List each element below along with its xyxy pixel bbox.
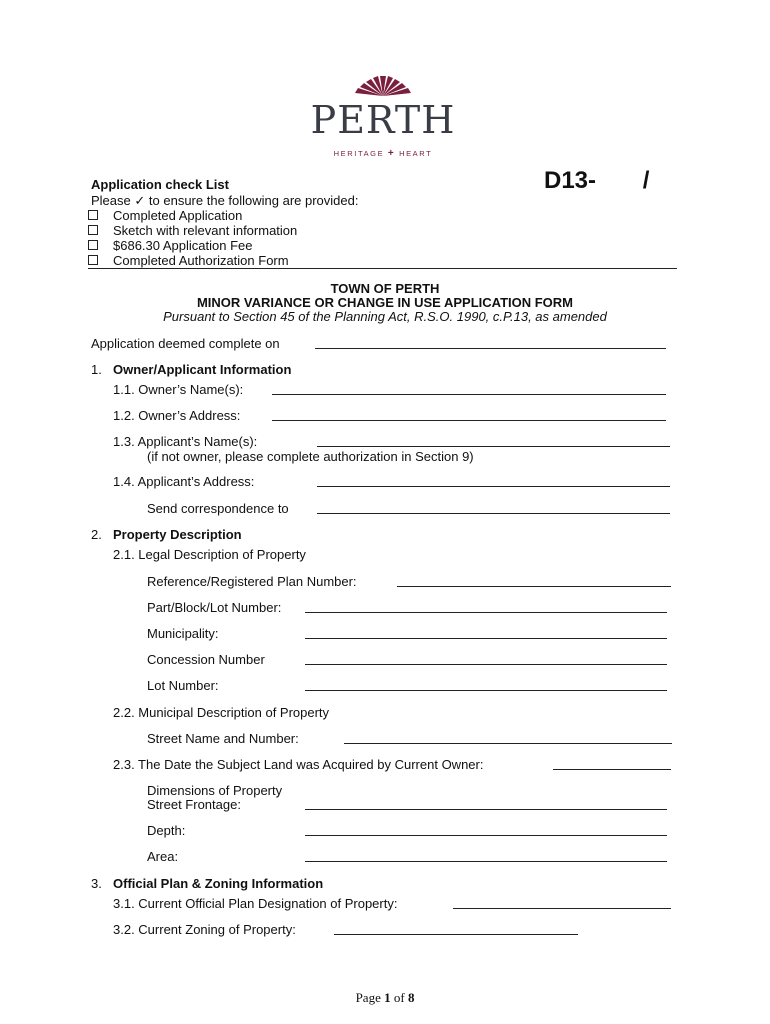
section-2-number: 2.	[91, 527, 102, 542]
instruction-pre: Please	[91, 193, 131, 208]
checklist-title: Application check List	[91, 177, 229, 192]
logo-wordmark: PERTH	[310, 98, 456, 142]
applicants-name-field[interactable]	[317, 446, 670, 447]
checklist-instruction	[91, 193, 358, 209]
checkbox-completed-application[interactable]	[88, 210, 98, 220]
send-correspondence-field[interactable]	[317, 513, 670, 514]
checkbox-sketch[interactable]	[88, 225, 98, 235]
area-label: Area:	[147, 849, 179, 864]
checklist-item: $686.30 Application Fee	[113, 238, 253, 253]
municipality-label: Municipality:	[147, 626, 219, 641]
area-field[interactable]	[305, 861, 667, 862]
current-zoning-field[interactable]	[334, 934, 578, 935]
depth-field[interactable]	[305, 835, 667, 836]
of-word: of	[393, 990, 405, 1005]
official-plan-label: 3.1. Current Official Plan Designation of Property:	[113, 896, 398, 911]
concession-number-field[interactable]	[305, 664, 667, 665]
reference-plan-field[interactable]	[397, 586, 671, 587]
checklist-item: Completed Application	[113, 208, 243, 223]
owners-address-field[interactable]	[272, 420, 666, 421]
sunburst-icon	[333, 74, 433, 98]
page-number	[0, 990, 770, 1006]
checklist-item: Sketch with relevant information	[113, 223, 298, 238]
street-name-label: Street Name and Number:	[147, 731, 299, 746]
dimensions-label: Dimensions of Property	[147, 783, 283, 798]
section-1-number: 1.	[91, 362, 102, 377]
logo-tagline	[298, 148, 468, 159]
concession-number-label: Concession Number	[147, 652, 265, 667]
current-zoning-label: 3.2. Current Zoning of Property:	[113, 922, 296, 937]
checklist-item: Completed Authorization Form	[113, 253, 289, 268]
instruction-post: to ensure the following are provided:	[148, 193, 359, 208]
checkmark-icon: ✓	[134, 193, 146, 208]
section-3-title: Official Plan & Zoning Information	[113, 876, 324, 891]
send-correspondence-label: Send correspondence to	[147, 501, 289, 516]
file-number-separator: /	[642, 167, 650, 194]
section-2-title: Property Description	[113, 527, 242, 542]
depth-label: Depth:	[147, 823, 186, 838]
checkbox-application-fee[interactable]	[88, 240, 98, 250]
legal-description-label: 2.1. Legal Description of Property	[113, 547, 306, 562]
street-frontage-field[interactable]	[305, 809, 667, 810]
reference-plan-label: Reference/Registered Plan Number:	[147, 574, 357, 589]
official-plan-field[interactable]	[453, 908, 671, 909]
owners-address-label: 1.2. Owner’s Address:	[113, 408, 241, 423]
current-page: 1	[384, 990, 391, 1005]
tagline-left: HERITAGE	[333, 149, 385, 158]
section-1-title: Owner/Applicant Information	[113, 362, 292, 377]
date-acquired-label: 2.3. The Date the Subject Land was Acquired by Current Owner:	[113, 757, 484, 772]
tagline-right: HEART	[399, 149, 433, 158]
owners-name-field[interactable]	[272, 394, 666, 395]
applicants-name-note: (if not owner, please complete authorization in Section 9)	[147, 449, 474, 464]
applicants-address-label: 1.4. Applicant’s Address:	[113, 474, 255, 489]
total-pages: 8	[407, 990, 415, 1005]
applicants-address-field[interactable]	[317, 486, 670, 487]
owners-name-label: 1.1. Owner’s Name(s):	[113, 382, 244, 397]
lot-number-label: Lot Number:	[147, 678, 219, 693]
part-block-lot-field[interactable]	[305, 612, 667, 613]
part-block-lot-label: Part/Block/Lot Number:	[147, 600, 282, 615]
form-header-town: TOWN OF PERTH	[330, 281, 440, 296]
section-3-number: 3.	[91, 876, 102, 891]
file-number	[544, 167, 649, 195]
file-number-prefix: D13-	[544, 167, 597, 194]
street-name-field[interactable]	[344, 743, 672, 744]
applicants-name-label: 1.3. Applicant’s Name(s):	[113, 434, 258, 449]
form-header-subtitle: Pursuant to Section 45 of the Planning Act, R.S.O. 1990, c.P.13, as amended	[163, 309, 607, 324]
perth-logo	[298, 74, 468, 164]
municipality-field[interactable]	[305, 638, 667, 639]
lot-number-field[interactable]	[305, 690, 667, 691]
deemed-complete-field[interactable]	[315, 348, 666, 349]
checklist-divider	[88, 268, 677, 269]
street-frontage-label: Street Frontage:	[147, 797, 241, 812]
form-header-title: MINOR VARIANCE OR CHANGE IN USE APPLICATION FORM	[196, 295, 574, 310]
date-acquired-field[interactable]	[553, 769, 671, 770]
deemed-complete-label: Application deemed complete on	[91, 336, 280, 351]
municipal-description-label: 2.2. Municipal Description of Property	[113, 705, 330, 720]
checkbox-authorization-form[interactable]	[88, 255, 98, 265]
tagline-plus: +	[387, 148, 396, 159]
page-word: Page	[355, 990, 381, 1005]
